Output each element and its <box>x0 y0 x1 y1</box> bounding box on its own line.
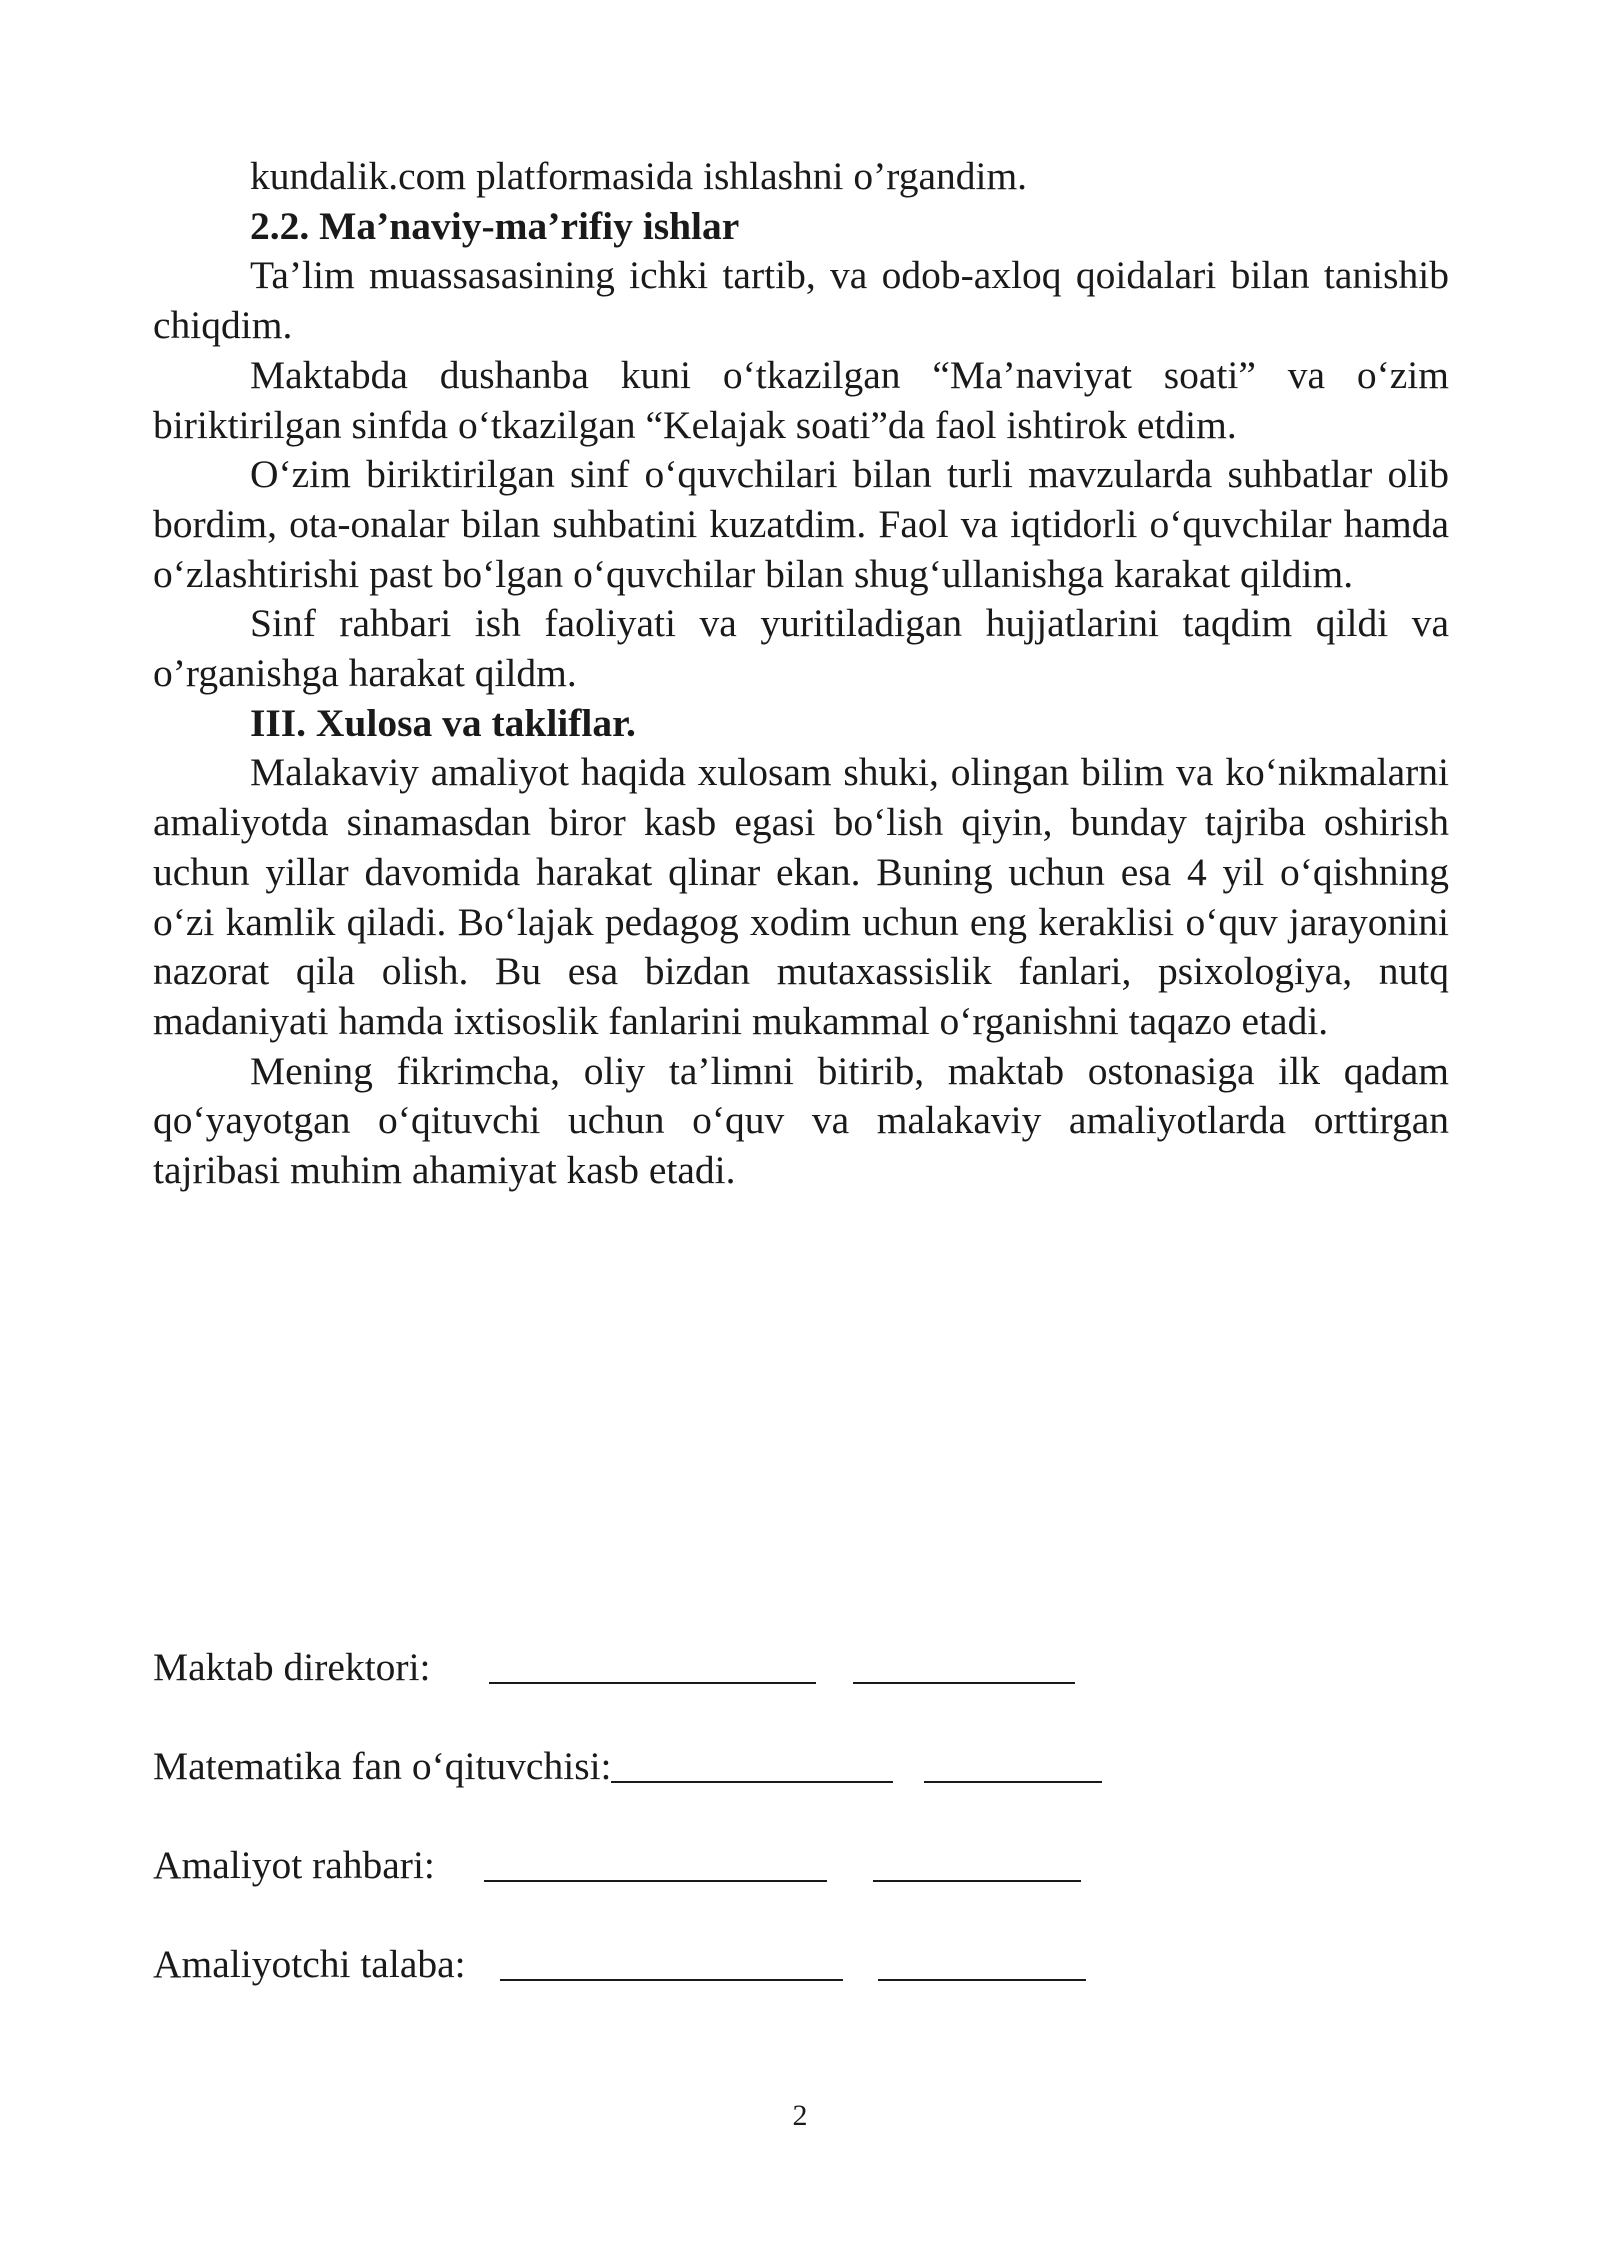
page-number: 2 <box>792 2099 808 2132</box>
signature-line <box>924 1781 1102 1783</box>
paragraph: Sinf rahbari ish faoliyati va yuritiladigan hujjatlarini taqdim qildi va o’rganishga harakat qildm. <box>153 601 1449 696</box>
signature-line <box>853 1682 1075 1684</box>
signature-row-student <box>153 1937 1453 1991</box>
signature-name-line <box>611 1781 893 1783</box>
paragraph-continuation: kundalik.com platformasida ishlashni o’rgandim. <box>250 154 1028 198</box>
signature-name-line <box>489 1682 816 1684</box>
signature-line <box>878 1979 1086 1981</box>
signature-line <box>873 1880 1081 1882</box>
signature-name-line <box>484 1880 827 1882</box>
body-text <box>153 152 1449 1196</box>
paragraph: Malakaviy amaliyot haqida xulosam shuki, olingan bilim va koʻnikmalarni amaliyotda sinamasdan biror kasb egasi boʻlish qiyin, bunday tajriba oshirish uchun yillar davomida harakat qlinar ekan. Buning uchun esa 4 yil oʻqishning oʻzi kamlik qiladi. Boʻlajak pedagog xodim uchun eng keraklisi oʻquv jarayonini nazorat qila olish. Bu esa bizdan mutaxassislik fanlari, psixologiya, nutq madaniyati hamda ixtisoslik fanlarini mukammal oʻrganishni taqazo etadi. <box>153 750 1449 1043</box>
paragraph: Oʻzim biriktirilgan sinf oʻquvchilari bilan turli mavzularda suhbatlar olib bordim, ota-onalar bilan suhbatini kuzatdim. Faol va iqtidorli oʻquvchilar hamda oʻzlashtirishi past boʻlgan oʻquvchilar bilan shugʻullanishga karakat qildim. <box>153 452 1449 596</box>
signature-row-director <box>153 1640 1453 1694</box>
section-heading-2-2: 2.2. Ma’naviy-ma’rifiy ishlar <box>250 203 740 248</box>
signature-label: Maktab direktori: <box>153 1645 431 1689</box>
signature-label: Amaliyotchi talaba: <box>153 1942 466 1986</box>
paragraph: Mening fikrimcha, oliy ta’limni bitirib, maktab ostonasiga ilk qadam qoʻyayotgan oʻqituvchi uchun oʻquv va malakaviy amaliyotlarda orttirgan tajribasi muhim ahamiyat kasb etadi. <box>153 1048 1449 1193</box>
paragraph: Maktabda dushanba kuni oʻtkazilgan “Ma’naviyat soati” va oʻzim biriktirilgan sinfda oʻtkazilgan “Kelajak soati”da faol ishtirok etdim. <box>153 352 1449 447</box>
signature-label: Matematika fan oʻqituvchisi: <box>153 1744 612 1788</box>
signature-row-supervisor <box>153 1838 1453 1892</box>
signature-name-line <box>500 1979 843 1981</box>
signature-label: Amaliyot rahbari: <box>153 1843 435 1887</box>
paragraph: Ta’lim muassasasining ichki tartib, va odob-axloq qoidalari bilan tanishib chiqdim. <box>153 253 1449 348</box>
section-heading-3: III. Xulosa va takliflar. <box>250 700 636 745</box>
signature-row-math-teacher <box>153 1739 1453 1793</box>
